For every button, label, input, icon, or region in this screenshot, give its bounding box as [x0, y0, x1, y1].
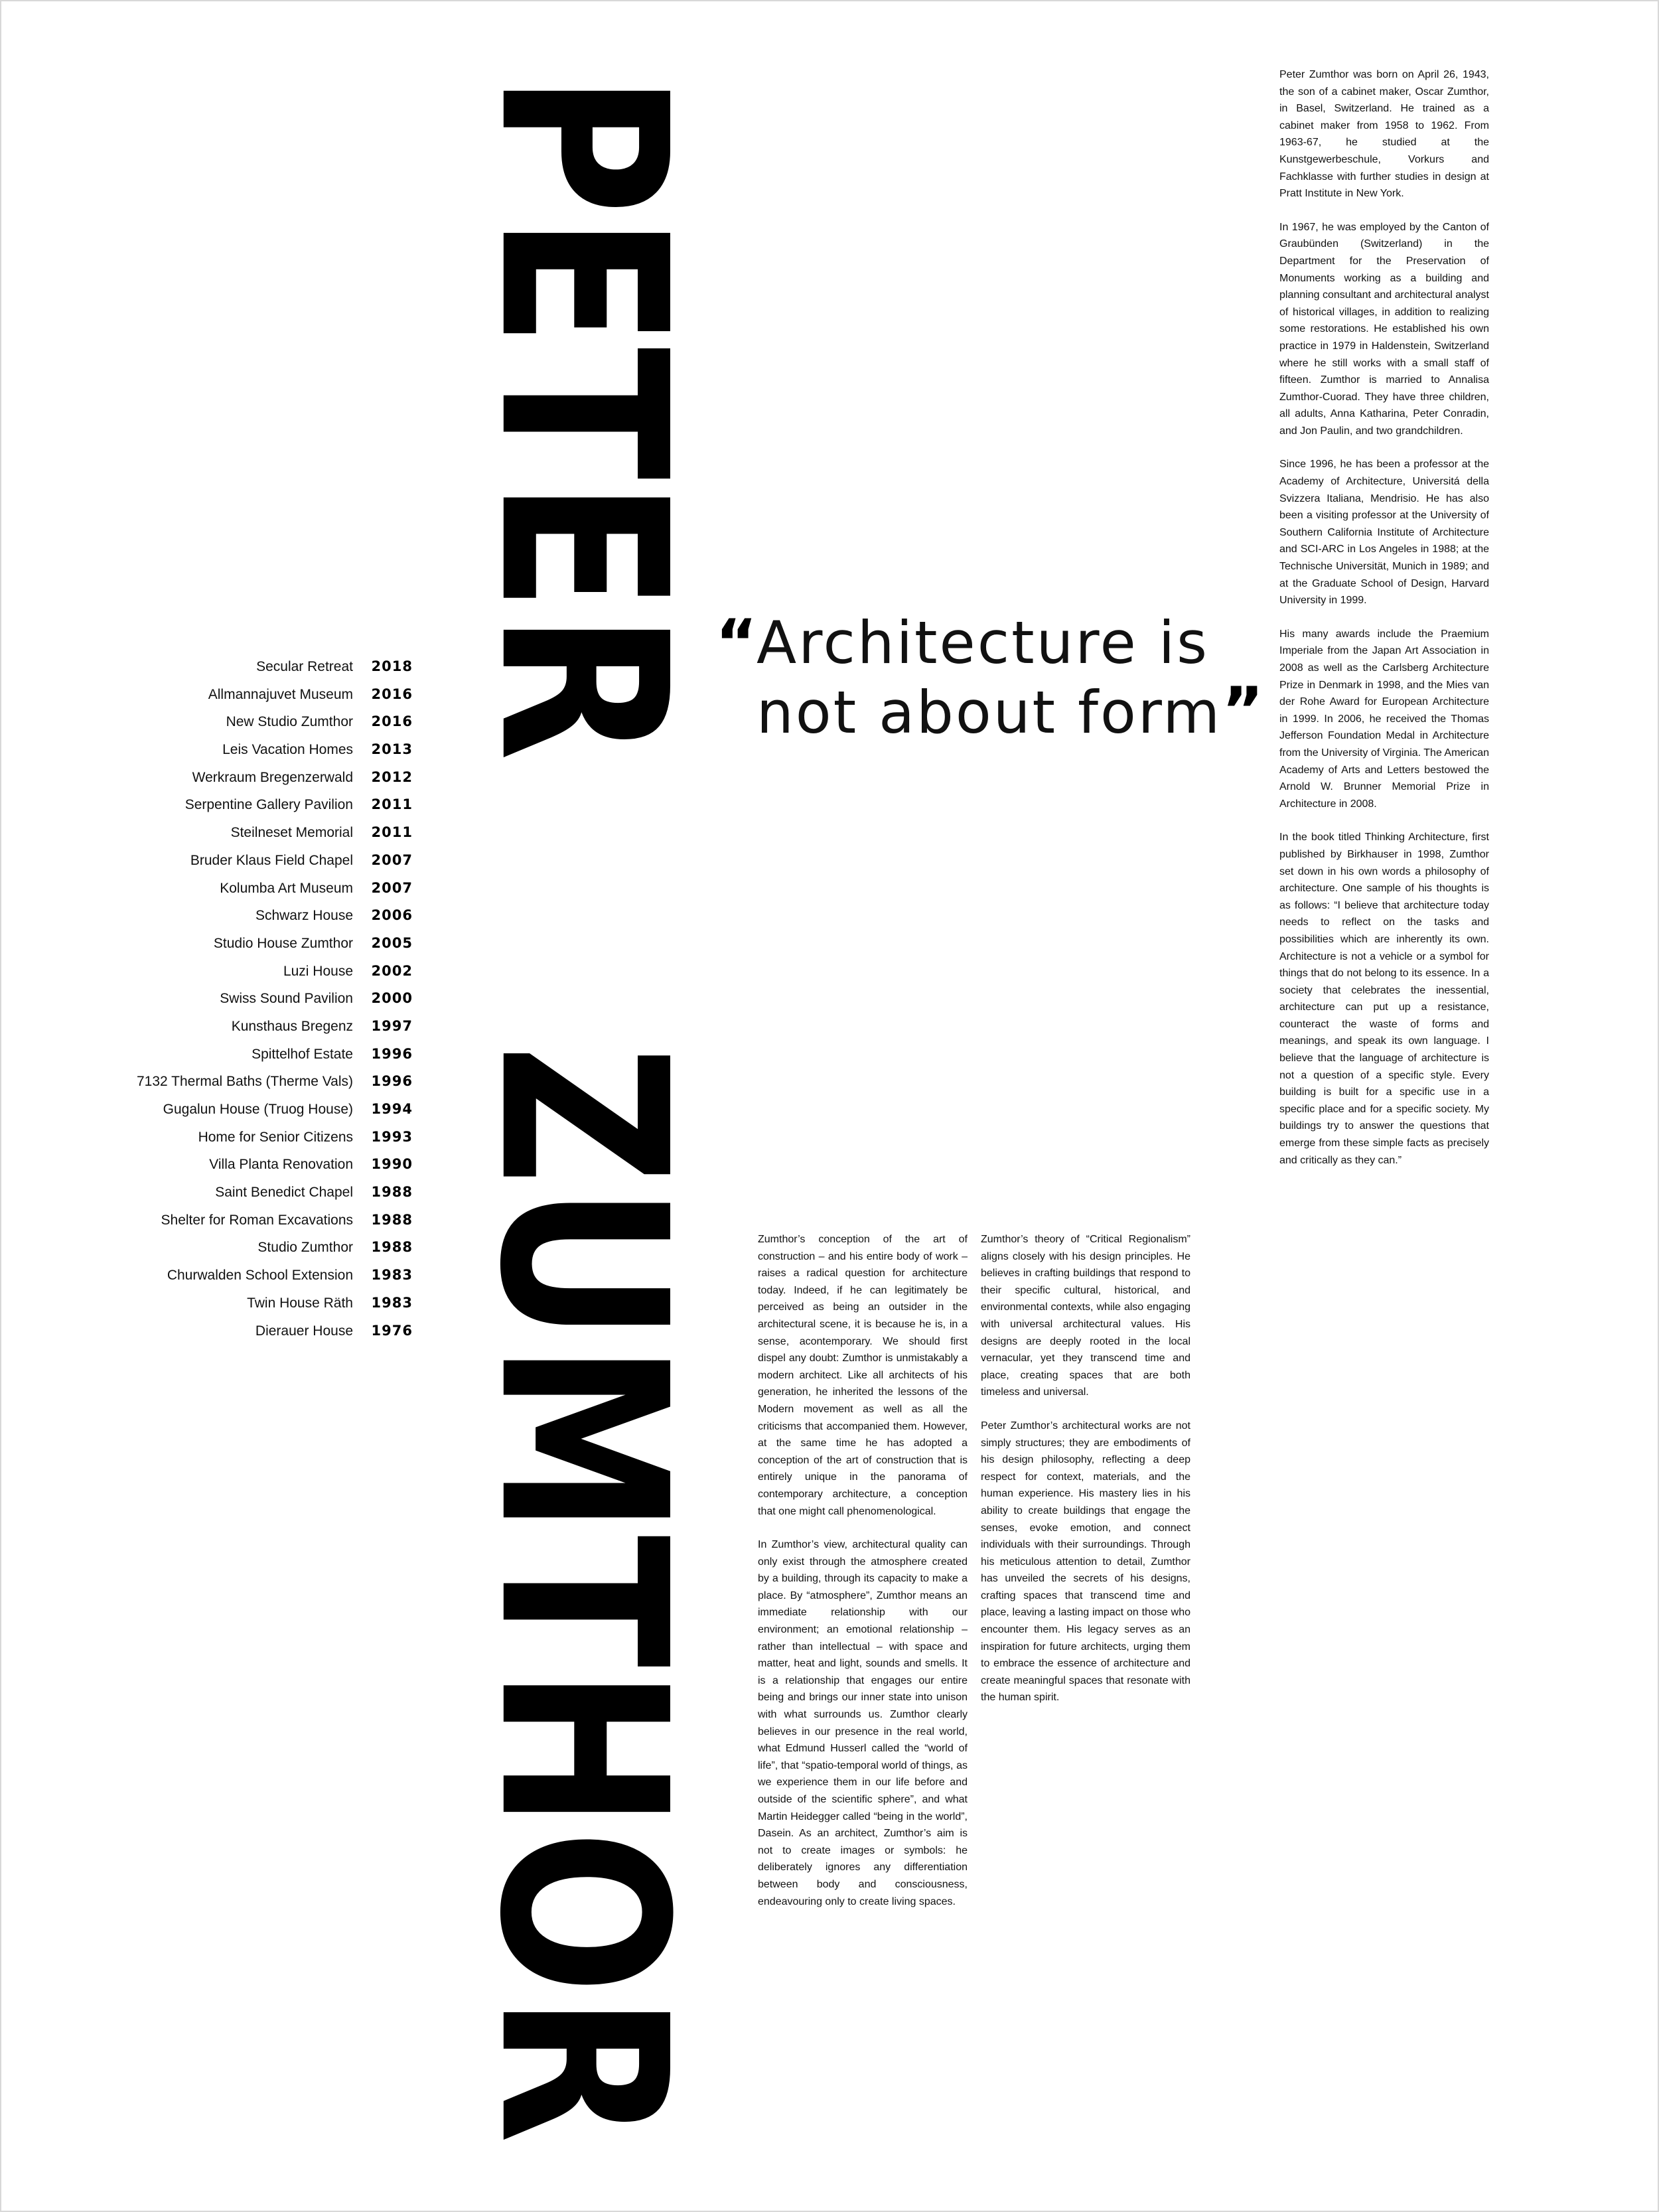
biography-paragraph: Since 1996, he has been a professor at the Academy of Architecture, Universitá della Svizzera Italiana, Mendrisio. He has also been a visiting professor at the University of Southern California Institute of Architecture and SCI-ARC in Los Angeles in 1988; at the Technische Universität, Munich in 1989; and at the Graduate School of Design, Harvard University in 1999. [1279, 459, 1489, 607]
work-name: Secular Retreat [256, 659, 353, 674]
work-year: 2000 [371, 990, 413, 1007]
work-item [41, 847, 413, 875]
work-item [41, 1151, 413, 1179]
work-name: Dierauer House [255, 1323, 353, 1339]
work-item [41, 681, 413, 709]
work-item [41, 708, 413, 736]
work-year: 2007 [371, 851, 413, 868]
work-item [41, 875, 413, 903]
work-name: Serpentine Gallery Pavilion [184, 797, 353, 813]
essay-1-paragraph: Zumthor’s conception of the art of construction – and his entire body of work – raises a radical question for architecture today. Indeed, if he can legitimately be perceived as being an outsider in the architectural scene, it is because he is, in a sense, acontemporary. We should first dispel any doubt: Zumthor is unmistakably a modern architect. Like all architects of his generation, he inherited the lessons of the Modern movement as well as all the criticisms that accompanied them. However, at the same time he has adopted a conception of the art of construction that is entirely unique in the panorama of contemporary architecture, a conception that one might call phenomenological. [758, 1234, 968, 1517]
work-name: Shelter for Roman Excavations [161, 1212, 353, 1228]
work-year: 1983 [371, 1294, 413, 1311]
work-item [41, 1317, 413, 1345]
work-name: Gugalun House (Truog House) [163, 1102, 353, 1117]
essay-column-2 [981, 1231, 1190, 1723]
biography-paragraph: In 1967, he was employed by the Canton of Graubünden (Switzerland) in the Department for the Preservation of Monuments working as a building and planning consultant and architectural analyst of historical villages, in addition to realizing some restorations. He established his own practice in 1979 in Haldenstein, Switzerland where he still works with a small staff of fifteen. Zumthor is married to Annalisa Zumthor-Cuorad. They have three children, all adults, Anna Katharina, Peter Conradin, and Jon Paulin, and two grandchildren. [1279, 221, 1489, 437]
name-first: PETER [449, 73, 716, 761]
work-year: 1997 [371, 1017, 413, 1034]
work-year: 1988 [371, 1239, 413, 1256]
work-item [41, 819, 413, 847]
work-year: 2011 [371, 796, 413, 813]
essay-2-paragraph: Peter Zumthor’s architectural works are not simply structures; they are embodiments of his design philosophy, reflecting a deep respect for context, materials, and the human experience. His mastery lies in his ability to create buildings that engage the senses, evoke emotion, and connect individuals with their surroundings. Through his meticulous attention to detail, Zumthor has unveiled the secrets of his designs, crafting spaces that transcend time and place, leaving a lasting impact on those who encounter them. His legacy serves as an inspiration for future architects, urging them to embrace the essence of architecture and create meaningful spaces that resonate with the human spirit. [981, 1420, 1190, 1704]
work-year: 2006 [371, 907, 413, 924]
vertical-name [449, 73, 716, 2144]
work-item [41, 1207, 413, 1234]
pull-quote [715, 606, 1266, 748]
work-year: 1996 [371, 1045, 413, 1062]
name-last: ZUMTHOR [449, 1044, 716, 2144]
work-name: Spittelhof Estate [252, 1046, 353, 1062]
work-year: 1983 [371, 1267, 413, 1284]
biography-column [1279, 66, 1489, 1185]
work-year: 1990 [371, 1156, 413, 1173]
quote-line-2-text: not about form [757, 678, 1222, 747]
quote-open-mark: “ [715, 606, 760, 680]
quote-line-1: Architecture is [757, 609, 1210, 677]
work-year: 2007 [371, 879, 413, 896]
work-name: Kunsthaus Bregenz [231, 1018, 353, 1034]
work-year: 1993 [371, 1128, 413, 1145]
biography-paragraph: Peter Zumthor was born on April 26, 1943, the son of a cabinet maker, Oscar Zumthor, in Basel, Switzerland. He trained as a cabinet maker from 1958 to 1962. From 1963-67, he studied at the Kunstgewerbeschule, Vorkurs and Fachklasse with further studies in design at Pratt Institute in New York. [1279, 69, 1489, 200]
work-year: 2016 [371, 686, 413, 702]
quote-close-mark: ” [1222, 674, 1266, 748]
work-year: 2011 [371, 824, 413, 841]
work-year: 2005 [371, 934, 413, 951]
work-item [41, 1262, 413, 1290]
essay-1-paragraph: In Zumthor’s view, architectural quality can only exist through the atmosphere created by a building, through its capacity to make a place. By “atmosphere”, Zumthor means an immediate relationship with our environment; an emotional relationship – rather than intellectual – with space and matter, heat and light, sounds and smells. It is a relationship that engages our entire being and brings our inner state into unison with what surrounds us. Zumthor clearly believes in our presence in the real world, what Edmund Husserl called the “world of life”, that “spatio-temporal world of things, as we experience them in our life before and outside of the scientific sphere”, and what Martin Heidegger called “being in the world”, Dasein. As an architect, Zumthor’s aim is not to create images or symbols: he deliberately ignores any differentiation between body and consciousness, endeavouring only to create living spaces. [758, 1539, 968, 1907]
work-name: Bruder Klaus Field Chapel [190, 852, 353, 868]
work-item [41, 1124, 413, 1151]
work-item [41, 1290, 413, 1317]
work-name: Studio House Zumthor [213, 935, 353, 951]
work-item [41, 653, 413, 681]
work-name: Churwalden School Extension [167, 1268, 353, 1284]
work-item [41, 1013, 413, 1041]
work-item [41, 1234, 413, 1262]
work-name: Allmannajuvet Museum [208, 686, 353, 702]
work-item [41, 1068, 413, 1096]
vertical-name-text [449, 73, 716, 2144]
biography-paragraph: In the book titled Thinking Architecture, first published by Birkhauser in 1998, Zumthor set down in his own words a philosophy of architecture. One sample of his thoughts is as follows: “I believe that architecture today needs to reflect on the tasks and possibilities which are inherently its own. Architecture is not a vehicle or a symbol for things that do not belong to its essence. In a society that celebrates the inessential, architecture can put up a resistance, counteract the waste of forms and meanings, and speak its own language. I believe that the language of architecture is not a question of a specific style. Every building is built for a specific use in a specific place and for a specific society. My buildings try to answer the questions that emerge from these simple facts as precisely and critically as they can.” [1279, 832, 1489, 1166]
work-year: 1976 [371, 1322, 413, 1339]
work-name: Studio Zumthor [257, 1240, 353, 1256]
work-item [41, 1096, 413, 1124]
work-item [41, 764, 413, 792]
work-year: 1988 [371, 1211, 413, 1228]
essay-2-paragraph: Zumthor’s theory of “Critical Regionalism” aligns closely with his design principles. He believes in crafting buildings that respond to their specific cultural, historical, and environmental contexts, while also engaging with universal architectural values. His designs are deeply rooted in the local vernacular, yet they transcend time and place, creating spaces that are both timeless and universal. [981, 1234, 1190, 1398]
work-item [41, 958, 413, 986]
work-name: Twin House Räth [247, 1295, 353, 1311]
work-name: Home for Senior Citizens [198, 1129, 353, 1145]
work-year: 2013 [371, 741, 413, 758]
work-name: Luzi House [283, 963, 353, 979]
work-name: Kolumba Art Museum [220, 880, 353, 896]
work-name: 7132 Thermal Baths (Therme Vals) [136, 1074, 353, 1090]
work-name: Schwarz House [255, 908, 353, 924]
work-item [41, 1041, 413, 1069]
essay-column-1 [758, 1231, 968, 1927]
work-name: Saint Benedict Chapel [215, 1185, 353, 1201]
work-year: 1996 [371, 1073, 413, 1090]
work-year: 1988 [371, 1184, 413, 1201]
work-year: 2016 [371, 713, 413, 730]
work-name: Leis Vacation Homes [222, 742, 353, 758]
quote-line-2 [715, 674, 1266, 748]
biography-paragraph: His many awards include the Praemium Imperiale from the Japan Art Association in 2008 as well as the Carlsberg Architecture Prize in Denmark in 1998, and the Mies van der Rohe Award for European Architecture in 1999. In 2006, he received the Thomas Jefferson Foundation Medal in Architecture from the University of Virginia. The American Academy of Arts and Letters bestowed the Arnold W. Brunner Memorial Prize in Architecture in 2008. [1279, 628, 1489, 810]
work-name: Villa Planta Renovation [209, 1157, 353, 1173]
work-item [41, 902, 413, 930]
work-item [41, 1179, 413, 1207]
work-item [41, 736, 413, 764]
work-item [41, 985, 413, 1013]
work-name: Steilneset Memorial [230, 825, 353, 841]
work-year: 2012 [371, 769, 413, 785]
work-item [41, 791, 413, 819]
work-year: 2018 [371, 658, 413, 674]
works-timeline [41, 653, 413, 1345]
work-item [41, 930, 413, 958]
work-name: New Studio Zumthor [226, 714, 353, 730]
work-year: 1994 [371, 1101, 413, 1117]
work-year: 2002 [371, 962, 413, 979]
work-name: Swiss Sound Pavilion [220, 991, 353, 1007]
work-name: Werkraum Bregenzerwald [192, 769, 353, 785]
